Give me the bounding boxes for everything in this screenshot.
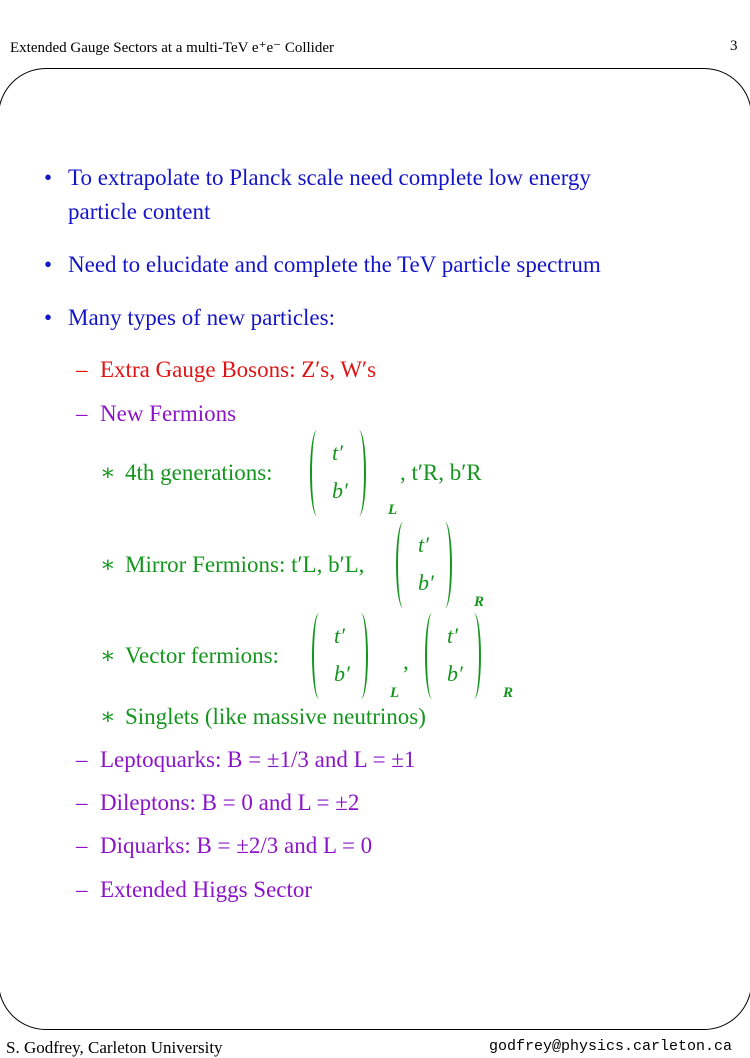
star-marker: ∗ [100,643,116,668]
left-paren [312,613,326,699]
doublet-subscript: R [503,685,514,701]
right-paren [467,613,481,699]
bullet-1-line-1: To extrapolate to Planck scale need complete low energy [68,165,591,190]
item-extra-gauge-bosons: Extra Gauge Bosons: Z′s, W′s [100,357,377,382]
dash-marker: – [76,833,88,858]
doublet-subscript: L [388,502,398,518]
dash-marker: – [76,877,88,902]
bullet-marker: • [44,305,53,330]
bullet-3: Many types of new particles: [68,305,335,330]
doublet-left-vector [312,613,400,701]
header-title: Extended Gauge Sectors at a multi-TeV e⁺e⁻ Collider [10,40,334,56]
item-4th-generations-singlets: , t′R, b′R [400,460,482,485]
left-paren [396,522,410,608]
doublet-bottom: b′ [334,661,350,686]
page-number: 3 [730,38,738,54]
doublet-right-vector [425,613,514,701]
item-4th-generations: 4th generations: [125,460,273,485]
dash-marker: – [76,401,88,426]
item-vector-fermions: Vector fermions: [125,643,279,668]
bullet-marker: • [44,165,53,190]
doublet-comma: , [403,649,409,674]
item-dileptons: Dileptons: B = 0 and L = ±2 [100,790,360,815]
right-paren [354,613,368,699]
dash-marker: – [76,357,88,382]
doublet-top: t′ [447,623,458,648]
left-paren [310,430,324,516]
item-extended-higgs: Extended Higgs Sector [100,877,313,902]
doublet-subscript: L [390,685,400,701]
doublet-bottom: b′ [332,478,348,503]
star-marker: ∗ [100,460,116,485]
right-paren [352,430,366,516]
bullet-marker: • [44,252,53,277]
doublet-top: t′ [334,623,345,648]
doublet-right-mirror [396,522,485,610]
doublet-top: t′ [332,440,343,465]
bullet-2: Need to elucidate and complete the TeV particle spectrum [68,252,601,277]
dash-marker: – [76,790,88,815]
item-leptoquarks: Leptoquarks: B = ±1/3 and L = ±1 [100,747,416,772]
doublet-left-4th [310,430,398,518]
doublet-top: t′ [418,532,429,557]
doublet-bottom: b′ [447,661,463,686]
item-mirror-fermions: Mirror Fermions: t′L, b′L, [125,552,365,577]
footer-author: S. Godfrey, Carleton University [6,1038,223,1057]
item-new-fermions: New Fermions [100,401,237,426]
doublet-subscript: R [474,594,485,610]
star-marker: ∗ [100,704,116,729]
bullet-1-line-2: particle content [68,199,211,224]
item-singlets: Singlets (like massive neutrinos) [125,704,426,729]
doublet-bottom: b′ [418,570,434,595]
dash-marker: – [76,747,88,772]
left-paren [425,613,439,699]
star-marker: ∗ [100,552,116,577]
item-diquarks: Diquarks: B = ±2/3 and L = 0 [100,833,373,858]
right-paren [438,522,452,608]
footer-email: godfrey@physics.carleton.ca [488,1038,732,1055]
